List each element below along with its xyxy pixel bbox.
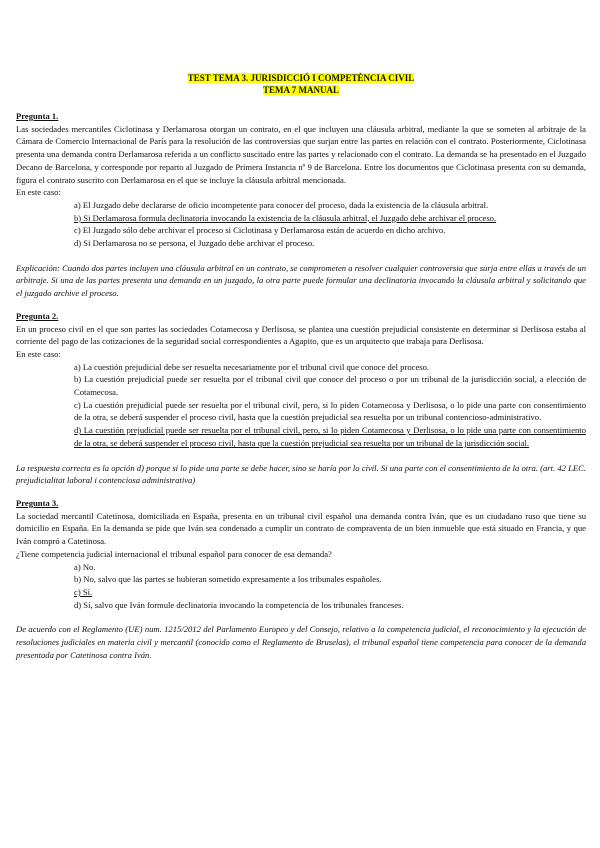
question-2-options bbox=[16, 361, 586, 450]
question-1-prompt: En este caso: bbox=[16, 187, 61, 198]
option-item-correct: d) La cuestión prejudicial puede ser resuelta por el tribunal civil, pero, si lo piden Cotamecosa y Derlisosa, o lo pide una parte con consentimiento de la otra, se deberá suspender el proceso civil, hasta que la cuestión prejudicial sea resuelta por un tribunal de la jurisdicción social. bbox=[74, 425, 586, 448]
option-item: d) Sí, salvo que Iván formule declinatoria invocando la competencia de los tribunales franceses. bbox=[74, 599, 404, 610]
question-1-explanation: Explicación: Cuando dos partes incluyen una cláusula arbitral en un contrato, se comprometen a resolver cualquier controversia que surja entre ellas a través de un arbitraje. Si una de las partes presenta una demanda en un juzgado, la otra parte puede formular una declinatoria invocando la cláusula arbitral y solicitando que el juzgado archive el proceso. bbox=[16, 262, 586, 299]
question-3-prompt: ¿Tiene competencia judicial internacional el tribunal español para conocer de esa demanda? bbox=[16, 548, 332, 559]
question-2-statement: En un proceso civil en el que son partes las sociedades Cotamecosa y Derlisosa, se plantea una cuestión prejudicial consistente en determinar si Derlisosa estaba al corriente del pago de las cotizaciones de la seguridad social correspondientes a Agapito, que es un arquitecto que trabaja para Derlisosa. bbox=[16, 323, 586, 347]
option-item-correct: c) Sí. bbox=[74, 586, 93, 597]
question-1-statement: Las sociedades mercantiles Ciclotinasa y Derlamarosa otorgan un contrato, en el que incluyen una cláusula arbitral, mediante la que se someten al arbitraje de la Cámara de Comercio Internacional de París para la resolución de las controversias que surjan entre las partes en relación con el contrato. Posteriormente, Ciclotinasa presenta una demanda contra Derlamarosa referida a un conflicto suscitado entre las partes y relacionado con el contrato. La demanda se ha presentado en el Juzgado Decano de Barcelona, y corresponde por reparto al Juzgado de Primera Instancia nº 9 de Barcelona. Entre los documentos que Ciclotinasa presenta con su demanda, figura el contrato suscrito con Derlamarosa en el que se incluye la cláusula arbitral mencionada. bbox=[16, 123, 586, 185]
option-item: c) La cuestión prejudicial puede ser resuelta por el tribunal civil, pero, si lo piden Cotamecosa y Derlisosa, o lo pide una parte con consentimiento de la otra, se deberá suspender el proceso civil, hasta que la cuestión prejudicial sea resuelta por un tribunal contencioso-administrativo. bbox=[74, 399, 586, 423]
question-3-options bbox=[16, 561, 586, 612]
question-3-label: Pregunta 3. bbox=[16, 497, 59, 508]
option-item: b) No, salvo que las partes se hubieran sometido expresamente a los tribunales españoles. bbox=[74, 574, 382, 585]
question-1-label: Pregunta 1. bbox=[16, 111, 59, 121]
option-item: d) Si Derlamarosa no se persona, el Juzgado debe archivar el proceso. bbox=[74, 238, 315, 249]
option-item: b) La cuestión prejudicial puede ser resuelta por el tribunal civil que conoce del proceso o por un tribunal de la jurisdicción social, a elección de Cotamecosa. bbox=[74, 374, 586, 398]
document-title bbox=[16, 72, 586, 96]
title-line-1: TEST TEMA 3. JURISDICCIÓ I COMPETÈNCIA CIVIL bbox=[187, 73, 415, 83]
question-2-label: Pregunta 2. bbox=[16, 310, 59, 321]
option-item: a) No. bbox=[74, 561, 96, 572]
option-item: c) El Juzgado sólo debe archivar el proceso si Ciclotinasa y Derlamarosa están de acuerdo en dicho archivo. bbox=[74, 225, 446, 236]
question-1-options bbox=[16, 199, 586, 250]
option-item: a) La cuestión prejudicial debe ser resuelta necesariamente por el tribunal civil que conoce del proceso. bbox=[74, 361, 430, 372]
question-3-explanation: De acuerdo con el Reglamento (UE) num. 1215/2012 del Parlamento Europeo y del Consejo, relativo a la competencia judicial, el reconocimiento y la ejecución de resoluciones judiciales en materia civil y mercantil (conocido como el Reglamento de Bruselas), el tribunal español tiene competencia para conocer de la demanda presentada por Catetinosa contra Iván. bbox=[16, 624, 586, 660]
title-line-2: TEMA 7 MANUAL bbox=[263, 85, 339, 95]
option-item: a) El Juzgado debe declararse de oficio incompetente para conocer del proceso, dada la existencia de la cláusula arbitral. bbox=[74, 199, 489, 210]
question-3-statement: La sociedad mercantil Catetinosa, domiciliada en España, presenta en un tribunal civil español una demanda contra Iván, que es un ciudadano ruso que tiene su domicilio en España. En la demanda se pide que Iván sea condenado a cumplir un contrato de compraventa de un bien inmueble que está situado en Francia, y que Iván compró a Catetinosa. bbox=[16, 510, 586, 547]
question-2-prompt: En este caso: bbox=[16, 348, 61, 359]
option-item-correct: b) Si Derlamarosa formula declinatoria invocando la existencia de la cláusula arbitral, el Juzgado debe archivar el proceso. bbox=[74, 212, 497, 223]
question-2-explanation: La respuesta correcta es la opción d) porque si lo pide una parte se debe hacer, sino se haría por lo civil. Si una parte con el consentimiento de la otra. (art. 42 LEC. prejudicialitat laboral i contenciosa administrativa) bbox=[16, 462, 586, 486]
